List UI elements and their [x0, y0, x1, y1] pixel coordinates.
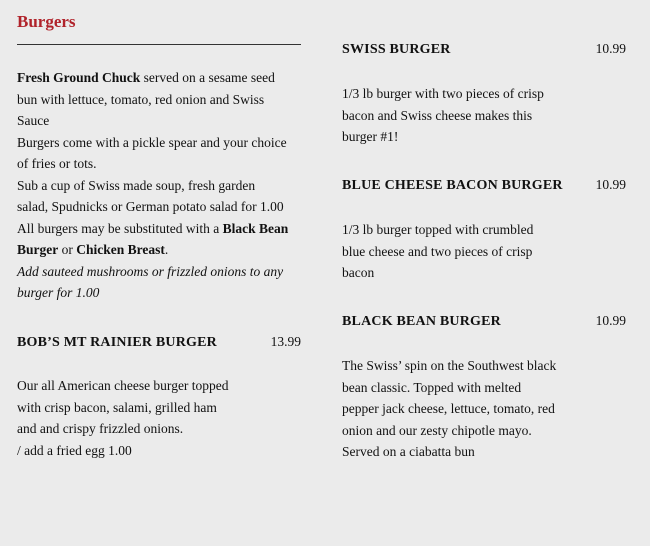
desc-line: / add a fried egg 1.00 — [17, 442, 132, 458]
intro-line: Sauce — [17, 113, 50, 128]
intro-line: Burgers come with a pickle spear and your choice — [17, 134, 287, 150]
menu-item-header — [342, 313, 626, 330]
menu-item-header — [342, 177, 626, 194]
intro-bold: Fresh Ground Chuck — [17, 70, 141, 85]
intro-italic-line: Add sauteed mushrooms or frizzled onions to any — [17, 263, 284, 279]
desc-line: bacon and Swiss cheese makes this — [342, 107, 533, 123]
desc-line: and and crispy frizzled onions. — [17, 421, 184, 436]
intro-line — [17, 239, 307, 261]
desc-line: pepper jack cheese, lettuce, tomato, red — [342, 401, 555, 416]
desc-line: Served on a ciabatta bun — [342, 444, 475, 459]
intro-line: Sub a cup of Swiss made soup, fresh garden — [17, 177, 256, 193]
intro-line: salad, Spudnicks or German potato salad for 1.00 — [17, 199, 284, 214]
menu-item-header — [17, 334, 301, 351]
intro-bold: Black Bean — [222, 220, 289, 236]
intro-line — [17, 218, 307, 240]
desc-line: bacon — [342, 265, 375, 280]
intro-bold: Burger — [17, 242, 59, 257]
desc-line: The Swiss’ spin on the Southwest black — [342, 358, 557, 373]
intro-bold: Chicken Breast — [76, 242, 165, 257]
item-description — [342, 355, 626, 463]
desc-line: burger #1! — [342, 129, 399, 144]
item-price: 10.99 — [595, 177, 626, 192]
intro-line — [17, 67, 307, 89]
item-description — [17, 375, 301, 461]
desc-line: bean classic. Topped with melted — [342, 379, 522, 395]
item-name: SWISS BURGER — [342, 42, 451, 57]
intro-line: bun with lettuce, tomato, red onion and Swiss — [17, 91, 265, 107]
item-description — [342, 219, 626, 284]
intro-line: of fries or tots. — [17, 156, 97, 171]
item-price: 10.99 — [595, 41, 626, 56]
intro-line-text: . — [164, 242, 169, 257]
intro-line-text: All burgers may be substituted with a — [17, 220, 223, 236]
item-price: 10.99 — [595, 313, 626, 328]
item-price: 13.99 — [270, 334, 301, 349]
intro-line-text: or — [58, 242, 77, 257]
desc-line: onion and our zesty chipotle mayo. — [342, 422, 532, 438]
item-name: BLACK BEAN BURGER — [342, 314, 501, 329]
section-title: Burgers — [17, 12, 76, 31]
intro-line-text: served on a sesame seed — [140, 70, 275, 85]
desc-line: with crisp bacon, salami, grilled ham — [17, 399, 217, 415]
desc-line: blue cheese and two pieces of crisp — [342, 243, 533, 259]
intro-italic-line: burger for 1.00 — [17, 285, 100, 300]
section-divider — [17, 44, 301, 45]
item-name: BLUE CHEESE BACON BURGER — [342, 178, 563, 193]
intro-text — [17, 67, 307, 304]
item-description — [342, 83, 626, 148]
menu-item-header — [342, 41, 626, 58]
desc-line: 1/3 lb burger with two pieces of crisp — [342, 86, 544, 101]
desc-line: 1/3 lb burger topped with crumbled — [342, 222, 534, 237]
desc-line: Our all American cheese burger topped — [17, 378, 229, 393]
item-name: BOB’S MT RAINIER BURGER — [17, 335, 217, 350]
